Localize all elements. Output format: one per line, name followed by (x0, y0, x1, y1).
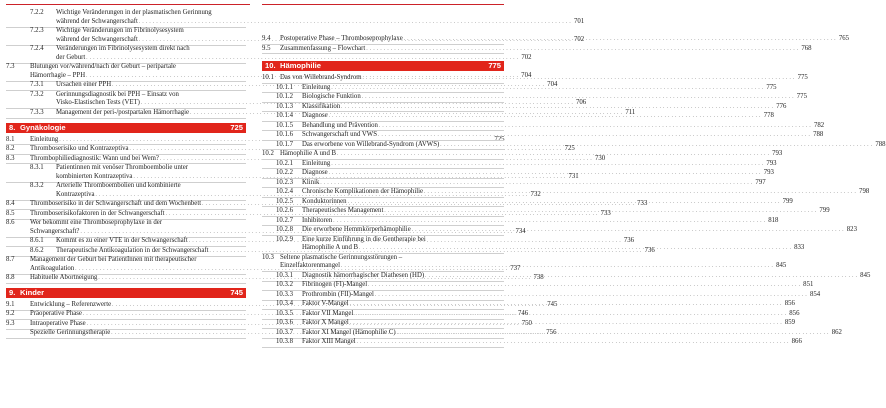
toc-entry-number: 10.1.5 (276, 121, 293, 129)
page-number: 733 (637, 200, 648, 208)
toc-entry-text: Kontrazeptiva (56, 190, 95, 198)
top-rule (6, 4, 250, 5)
chapter-page: 725 (230, 122, 243, 132)
toc-entry-number: 9.4 (262, 35, 271, 42)
toc-entry-number: 10.1.6 (276, 131, 293, 138)
entry-separator (6, 338, 246, 339)
toc-entry (0, 9, 585, 26)
toc-entry (262, 216, 779, 226)
entry-separator (262, 53, 504, 54)
toc-entry-text: Postoperative Phase – Thromboseprophylaxe (280, 35, 403, 42)
toc-entry-number: 10.3.3 (276, 290, 293, 298)
toc-entry-text: Kommt es zu einer VTE in der Schwangerschaft (56, 237, 188, 245)
page-number: 775 (797, 74, 808, 81)
toc-entry-number: 10.2.7 (276, 216, 293, 224)
toc-entry-text: Faktor XIII Mangel (302, 338, 356, 346)
page-number: 731 (568, 172, 579, 180)
toc-entry-text: kombinierten Kontrazeptiva (56, 172, 133, 180)
page-number: 730 (594, 154, 606, 162)
toc-entry-number: 10.3.1 (276, 271, 293, 279)
toc-entry-text: Chronische Komplikationen der Hämophilie (302, 188, 423, 195)
page-number: 711 (625, 109, 636, 116)
toc-entry (262, 338, 802, 347)
toc-entry-number: 10.2.8 (276, 226, 293, 233)
toc-entry-text: Diagnose (302, 169, 328, 176)
toc-entry-number: 8.5 (6, 209, 15, 217)
toc-entry-text: Zusammenfassung – Flowchart (280, 44, 366, 52)
page-number: 859 (784, 319, 796, 327)
page-number: 799 (819, 207, 830, 214)
toc-entry-text: Antikoagulation (30, 264, 75, 272)
toc-entry-number: 10.3.5 (276, 309, 293, 317)
page-number: 793 (763, 169, 774, 176)
toc-entry-number: 10.2.4 (276, 188, 293, 195)
page-number: 856 (789, 309, 800, 317)
toc-entry-text: Konduktorinnen (302, 197, 347, 205)
toc-entry-number: 10.1 (262, 74, 274, 81)
toc-entry-text: während der Schwangerschaft (56, 35, 138, 43)
page-number: 737 (510, 264, 521, 272)
toc-entry-number: 10.3.6 (276, 319, 293, 327)
toc-entry-text: Blutungen vor/während/nach der Geburt – peripartale (30, 63, 176, 71)
toc-entry-number: 8.3.1 (30, 164, 44, 171)
toc-entry-text: Hämophilie A und B (302, 244, 359, 252)
toc-entry-text: Therapeutische Antikoagulation in der Schwangerschaft (56, 246, 209, 254)
page-number: 833 (794, 244, 805, 252)
page-number: 765 (838, 35, 850, 42)
toc-entry (262, 131, 824, 140)
toc-entry-text: Klinik (302, 178, 320, 186)
toc-entry-number: 10.2.3 (276, 178, 293, 186)
entry-separator (6, 118, 246, 119)
toc-entry-text: Therapeutisches Management (302, 207, 384, 214)
toc-entry-text: Schwangerschaft und VWS (302, 131, 378, 138)
toc-entry-text: Entwicklung – Referenzwerte (30, 300, 112, 308)
page-number: 732 (530, 190, 541, 198)
chapter-header (6, 123, 246, 133)
page-number: 775 (796, 93, 807, 100)
toc-entry-text: Wichtige Veränderungen im Fibrinolysesystem (56, 27, 184, 35)
toc-entry-number: 8.3 (6, 154, 15, 162)
toc-entry-text: Präoperative Phase (30, 310, 82, 318)
toc-entry-number: 10.3.8 (276, 338, 293, 346)
top-rule (262, 4, 504, 5)
toc-entry-text: Die erworbene Hemmkörperhämophilie (302, 226, 411, 233)
toc-entry-text: Veränderungen im Fibrinolysesystem direkt nach (56, 45, 190, 53)
page-number: 725 (494, 135, 505, 143)
chapter-page: 775 (488, 61, 501, 70)
toc-entry-text: Faktor X Mangel (302, 319, 349, 327)
toc-entry-text: Biologische Funktion (302, 93, 361, 100)
page-number: 702 (521, 53, 532, 61)
page-number: 775 (766, 83, 777, 91)
chapter-title: Gynäkologie (20, 122, 66, 132)
toc-entry-number: 8.3.2 (30, 182, 44, 190)
toc-entry-text: Wer bekommt eine Thromboseprophylaxe in der (30, 219, 163, 227)
toc-entry-text: Diagnostik hämorrhagischer Diathesen (HD) (302, 271, 425, 279)
toc-entry-text: Hämorrhagie – PPH (30, 71, 86, 79)
toc-entry-text: Thrombophiliediagnostik: Wann und bei Wem? (30, 154, 159, 162)
chapter-title: Hämophilie (280, 61, 321, 70)
chapter-number: 9. (9, 287, 16, 297)
toc-entry-text: Inhibitoren (302, 216, 333, 224)
page-number: 845 (860, 271, 871, 279)
toc-entry-number: 9.2 (6, 310, 15, 318)
toc-entry-text: Klassifikation (302, 102, 341, 110)
toc-entry-number: 10.1.1 (276, 83, 293, 91)
toc-entry-number: 10.3 (262, 253, 274, 261)
toc-entry-text: Das von Willebrand-Syndrom (280, 74, 362, 81)
page-number: 750 (521, 319, 532, 327)
toc-entry-text: Habituelle Abortneigung (30, 274, 98, 282)
toc-entry-number: 7.2.2 (30, 9, 44, 16)
page-number: 845 (776, 262, 787, 270)
toc-entry-number: 10.3.4 (276, 300, 293, 308)
page-number: 799 (782, 197, 793, 205)
page-number: 768 (801, 44, 812, 52)
toc-entry-number: 8.7 (6, 256, 15, 264)
toc-entry-number: 8.6.1 (30, 237, 44, 245)
toc-entry-text: Einleitung (302, 159, 331, 167)
toc-entry-number: 10.1.2 (276, 93, 293, 100)
page-number: 725 (564, 145, 575, 152)
toc-entry-number: 7.3.1 (30, 81, 44, 89)
toc-entry-number: 7.3 (6, 63, 15, 71)
toc-entry (262, 178, 766, 188)
toc-entry (262, 290, 821, 300)
toc-entry-text: der Geburt (56, 53, 86, 61)
toc-entry-number: 10.3.7 (276, 328, 293, 336)
toc-entry-number: 10.2.5 (276, 197, 293, 205)
toc-entry-text: Gerinnungsdiagnostik bei PPH – Einsatz von (56, 90, 179, 98)
toc-entry (262, 121, 825, 131)
toc-entry-text: Prothrombin (FII)-Mangel (302, 290, 374, 298)
toc-entry-text: Fibrinogen (FI)-Mangel (302, 281, 368, 289)
page-number: 704 (521, 71, 532, 79)
toc-entry-number: 10.1.7 (276, 140, 293, 148)
page-number: 856 (784, 300, 795, 308)
page-number: 793 (772, 150, 783, 157)
toc-entry-number: 8.2 (6, 145, 15, 152)
toc-entry (262, 159, 777, 169)
toc-entry-number: 8.4 (6, 200, 15, 208)
toc-entry-text: Einleitung (302, 83, 331, 91)
page-number: 818 (768, 216, 779, 224)
toc-entry-number: 10.2.6 (276, 207, 293, 214)
toc-entry-text: Das erworbene von Willebrand-Syndrom (AVWS) (302, 140, 440, 148)
page-number: 746 (517, 310, 529, 318)
chapter-number: 8. (9, 122, 16, 132)
toc-entry (262, 93, 807, 102)
page-number: 851 (803, 281, 814, 289)
toc-entry-text: Faktor VII Mangel (302, 309, 354, 317)
page-number: 702 (573, 35, 585, 43)
page-number: 788 (813, 131, 824, 138)
page-number: 736 (623, 237, 635, 245)
page-number: 788 (875, 140, 886, 148)
page-number: 736 (644, 246, 655, 254)
toc-entry-text: Visko-Elastischen Tests (VET) (56, 99, 140, 107)
page-number: 797 (755, 178, 766, 186)
page-number: 734 (515, 227, 526, 235)
toc-entry-text: Seltene plasmatische Gerinnungsstörungen – (280, 253, 403, 261)
toc-entry-number: 10.3.2 (276, 281, 293, 289)
page-number: 854 (809, 290, 821, 298)
toc-entry-number: 10.1.3 (276, 102, 293, 110)
entry-separator (262, 347, 504, 348)
toc-entry-text: Hämophilie A und B (280, 150, 337, 157)
toc-entry-number: 9.3 (6, 319, 15, 327)
chapter-number: 10. (265, 61, 276, 70)
toc-entry-text: Arterielle Thromboembolien und kombinierte (56, 182, 181, 190)
toc-entry-text: Einzelfaktorenmangel (280, 262, 341, 270)
toc-entry-text: Thromboserisikofaktoren in der Schwangerschaft (30, 209, 165, 217)
page-number: 756 (546, 329, 557, 337)
toc-entry-text: Eine kurze Einführung in die Gentherapie bei (302, 235, 426, 243)
page-number: 733 (600, 209, 611, 217)
toc-entry-text: Ursachen einer PPH (56, 81, 112, 89)
toc-entry-number: 10.2 (262, 150, 274, 157)
toc-entry-text: Thromboserisiko und Kontrazeptiva (30, 145, 129, 152)
toc-entry-title (56, 9, 585, 27)
toc-entry-text: während der Schwangerschaft (56, 17, 138, 25)
page-number: 738 (533, 274, 544, 282)
page-number: 706 (575, 99, 587, 107)
page-number: 823 (846, 226, 857, 233)
toc-entry-text: Thromboserisiko in der Schwangerschaft und dem Wochenbett (30, 200, 202, 208)
page-number: 862 (831, 328, 842, 336)
toc-entry-number: 8.6 (6, 219, 15, 227)
toc-entry-text: Faktor V-Mangel (302, 300, 349, 308)
page-number: 745 (547, 300, 558, 308)
chapter-title: Kinder (20, 287, 45, 297)
page-number: 782 (813, 121, 825, 129)
toc-entry-text: Schwangerschaft? (30, 227, 80, 235)
page-number: 866 (791, 338, 802, 346)
toc-entry-text: Intraoperative Phase (30, 319, 86, 327)
toc-entry-text: Patientinnen mit venöser Thromboembolie unter (56, 164, 189, 171)
page-number: 701 (573, 17, 585, 25)
toc-entry-number: 7.3.3 (30, 109, 44, 116)
chapter-header (262, 61, 504, 71)
toc-entry-text: Spezielle Gerinnungstherapie (30, 329, 111, 337)
chapter-page: 745 (230, 287, 243, 297)
toc-entry-number: 10.2.2 (276, 169, 293, 176)
toc-entry-number: 9.5 (262, 44, 271, 52)
toc-entry-number: 8.1 (6, 135, 15, 143)
toc-entry-text: Wichtige Veränderungen in der plasmatischen Gerinnung (56, 9, 212, 16)
toc-entry-text: Management der Geburt bei PatientInnen mit therapeutischer (30, 256, 197, 264)
toc-entry-text: Diagnose (302, 112, 328, 119)
toc-entry-text: Behandlung und Prävention (302, 121, 378, 129)
page-number: 798 (859, 188, 870, 195)
page-number: 704 (547, 81, 558, 89)
toc-entry-number: 10.2.1 (276, 159, 293, 167)
toc-entry (262, 44, 812, 54)
page-number: 776 (776, 102, 787, 110)
toc-entry-number: 7.2.4 (30, 45, 44, 53)
toc-entry-number: 8.8 (6, 274, 15, 282)
dot-leader (440, 141, 872, 151)
toc-entry-number: 9.1 (6, 300, 15, 308)
toc-entry-number: 10.2.9 (276, 235, 293, 243)
toc-entry-number: 8.6.2 (30, 246, 44, 254)
toc-entry-text: Faktor XI Mangel (Hämophilie C) (302, 328, 396, 336)
toc-entry-text: Einleitung (30, 135, 59, 143)
toc-entry (262, 281, 814, 290)
toc-entry-text: Management der peri-/postpartalen Hämorrhagie (56, 109, 190, 116)
toc-entry-number: 7.2.3 (30, 27, 44, 35)
entry-separator (6, 283, 246, 284)
toc-entry-number: 10.1.4 (276, 112, 293, 119)
toc-entry-number: 7.3.2 (30, 90, 44, 98)
chapter-header (6, 288, 246, 298)
page-number: 778 (763, 112, 774, 119)
page-number: 793 (766, 159, 777, 167)
